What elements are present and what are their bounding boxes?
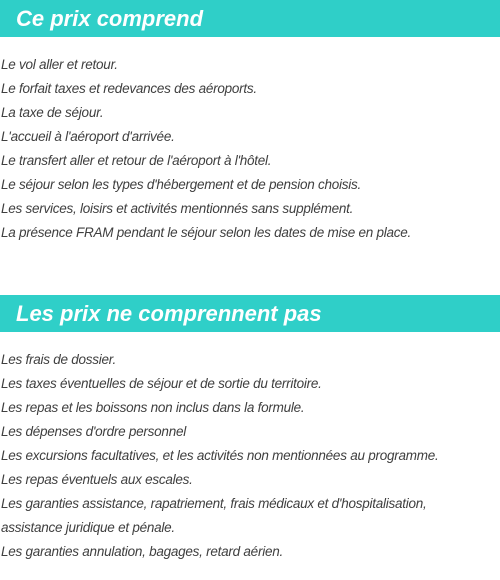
list-item: L'accueil à l'aéroport d'arrivée.: [1, 129, 175, 144]
list-item: Les repas et les boissons non inclus dans la formule.: [1, 400, 305, 415]
list-item: Les services, loisirs et activités mentionnés sans supplément.: [1, 201, 354, 216]
list-item: Les dépenses d'ordre personnel: [1, 424, 186, 439]
excluded-section-title: Les prix ne comprennent pas: [0, 295, 500, 332]
included-list: [1, 53, 500, 245]
list-item: Les taxes éventuelles de séjour et de sortie du territoire.: [1, 376, 322, 391]
list-item: Le séjour selon les types d'hébergement et de pension choisis.: [1, 177, 362, 192]
list-item: La présence FRAM pendant le séjour selon les dates de mise en place.: [1, 225, 411, 240]
list-item: Les frais de dossier.: [1, 352, 117, 367]
list-item: Les repas éventuels aux escales.: [1, 472, 193, 487]
list-item: Le vol aller et retour.: [1, 57, 118, 72]
list-item: assistance juridique et pénale.: [1, 520, 175, 535]
included-section-title: Ce prix comprend: [0, 0, 500, 37]
list-item: Les excursions facultatives, et les activités non mentionnées au programme.: [1, 448, 439, 463]
excluded-list: [1, 348, 500, 564]
list-item: Le transfert aller et retour de l'aéroport à l'hôtel.: [1, 153, 272, 168]
list-item: Les garanties assistance, rapatriement, frais médicaux et d'hospitalisation,: [1, 496, 427, 511]
list-item: La taxe de séjour.: [1, 105, 104, 120]
list-item: Les garanties annulation, bagages, retard aérien.: [1, 544, 283, 559]
list-item: Le forfait taxes et redevances des aéroports.: [1, 81, 257, 96]
